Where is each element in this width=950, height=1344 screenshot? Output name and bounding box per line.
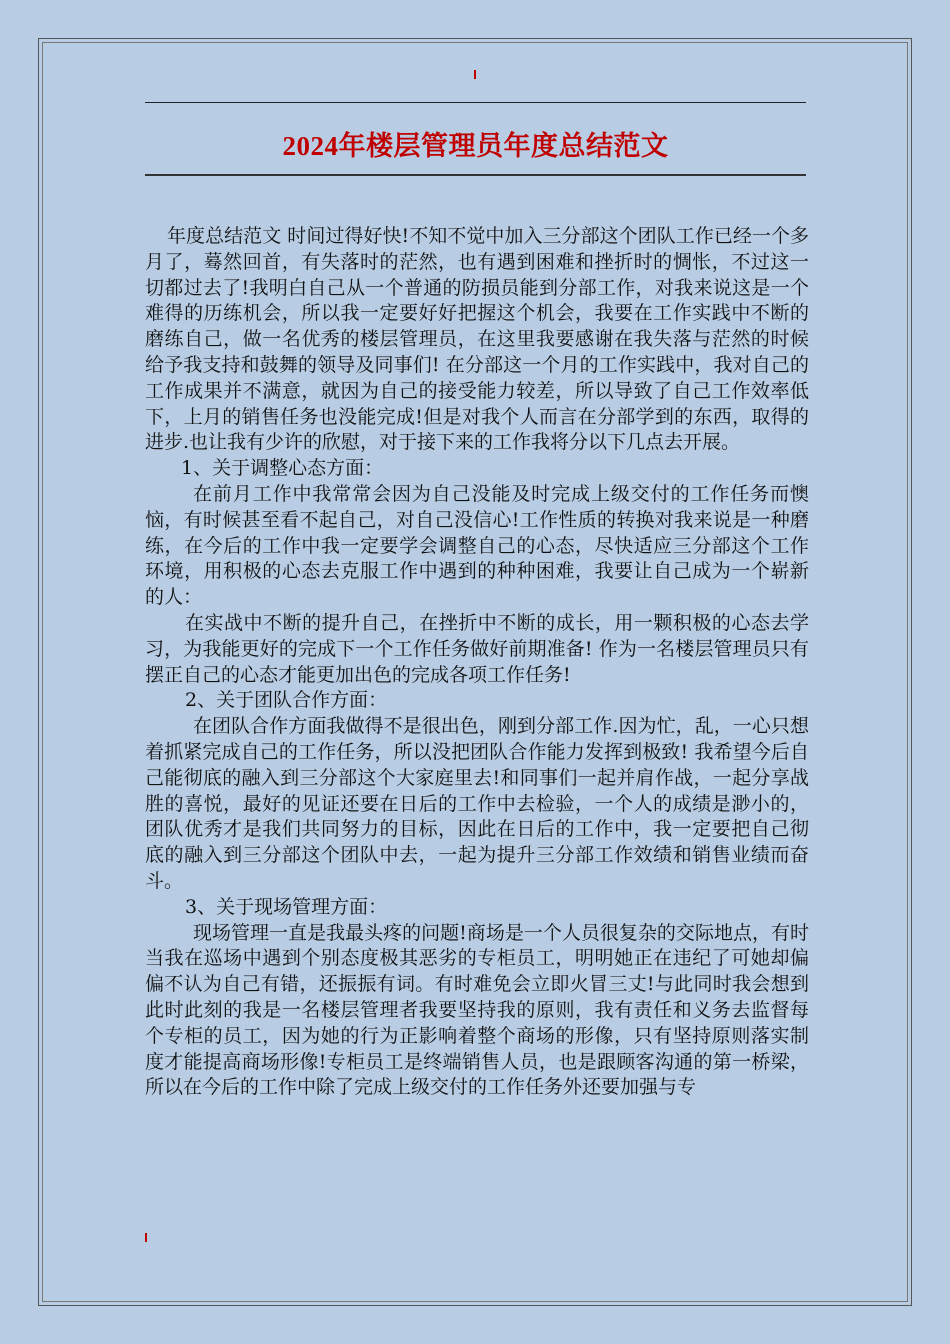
section-heading-teamwork: 2、关于团队合作方面： — [185, 689, 388, 712]
paragraph-teamwork: 在团队合作方面我做得不是很出色，刚到分部工作.因为忙，乱，一心只想着抓紧完成自己的工作任务，所以没把团队合作能力发挥到极致! 我希望今后自己能彻底的融入到三分部这个大家庭里去!和同事们一起并肩作战，一起分享战胜的喜悦，最好的见证还要在日后的工作中去检验，一个人的成绩是渺小的，团队优秀才是我们共同努力的目标，因此在日后的工作中，我一定要把自己彻底的融入到三分部这个团队中去，一起为提升三分部工作效绩和销售业绩而奋斗。 — [145, 715, 809, 892]
paragraph-onsite: 现场管理一直是我最头疼的问题!商场是一个人员很复杂的交际地点，有时当我在巡场中遇到个别态度极其恶劣的专柜员工，明明她正在违纪了可她却偏偏不认为自己有错，还振振有词。有时难免会立即火冒三丈!与此同时我会想到此时此刻的我是一名楼层管理者我要坚持我的原则，我有责任和义务去监督每个专柜的员工，因为她的行为正影响着整个商场的形像，只有坚持原则落实制度才能提高商场形像!专柜员工是终端销售人员，也是跟顾客沟通的第一桥梁，所以在今后的工作中除了完成上级交付的工作任务外还要加强与专 — [145, 921, 809, 1099]
paragraph-mindset: 在前月工作中我常常会因为自己没能及时完成上级交付的工作任务而懊恼，有时候甚至看不起自己，对自己没信心!工作性质的转换对我来说是一种磨练，在今后的工作中我一定要学会调整自己的心态，尽快适应三分部这个工作环境，用积极的心态去克服工作中遇到的种种困难，我要让自己成为一个崭新的人： — [145, 482, 809, 609]
document-title: 2024年楼层管理员年度总结范文 — [282, 131, 669, 161]
section-heading-onsite: 3、关于现场管理方面： — [185, 895, 388, 918]
section-heading-mindset: 1、关于调整心态方面： — [181, 457, 384, 480]
header-cursor-mark — [474, 70, 476, 79]
header-rule — [145, 102, 806, 103]
document-body — [145, 224, 809, 1101]
paragraph-mindset-2: 在实战中不断的提升自己，在挫折中不断的成长，用一颗积极的心态去学习，为我能更好的完成下一个工作任务做好前期准备! 作为一名楼层管理员只有摆正自己的心态才能更加出色的完成各项工作任务! — [145, 611, 809, 686]
title-rule — [145, 174, 806, 176]
paragraph-intro: 年度总结范文 时间过得好快!不知不觉中加入三分部这个团队工作已经一个多月了，蓦然回首，有失落时的茫然，也有遇到困难和挫折时的惆怅，不过这一切都过去了!我明白自己从一个普通的防损员能到分部工作，对我来说这是一个难得的历练机会，所以我一定要好好把握这个机会，我要在工作实践中不断的磨练自己，做一名优秀的楼层管理员，在这里我要感谢在我失落与茫然的时候给予我支持和鼓舞的领导及同事们! 在分部这一个月的工作实践中，我对自己的工作成果并不满意，就因为自己的接受能力较差，所以导致了自己工作效率低下，上月的销售任务也没能完成!但是对我个人而言在分部学到的东西，取得的进步.也让我有少许的欣慰，对于接下来的工作我将分以下几点去开展。 — [145, 225, 809, 454]
footer-cursor-mark — [145, 1233, 147, 1242]
